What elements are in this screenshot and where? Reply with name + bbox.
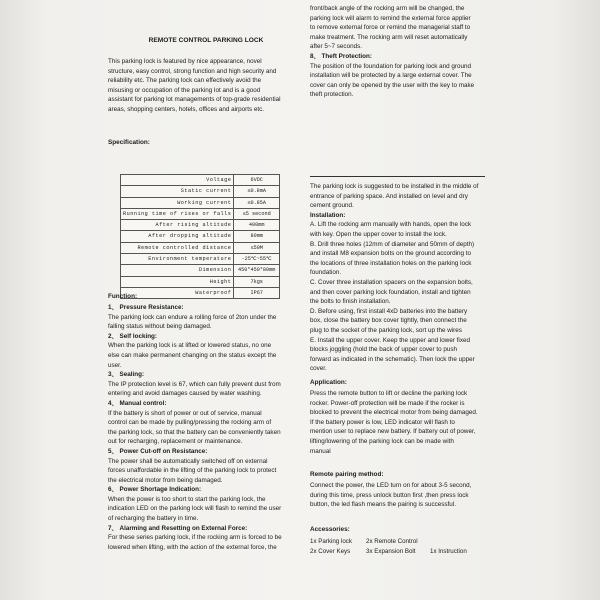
intro-line: reliability etc. The parking lock can effectively avoid the xyxy=(108,77,262,85)
spec-label: Working current xyxy=(121,197,234,208)
accessory-item: 2x Remote Control xyxy=(366,538,418,545)
spec-heading: Specification: xyxy=(108,139,150,146)
function-line: When the power is too short to start the parking lock, the xyxy=(108,495,266,503)
spec-value: IP67 xyxy=(234,287,280,298)
section-divider xyxy=(310,176,485,177)
function-line: theft protection. xyxy=(310,91,354,99)
spec-table xyxy=(120,174,280,299)
spec-value: 400mm xyxy=(234,220,280,231)
spec-label: Remote controlled distance xyxy=(121,242,234,253)
spec-row xyxy=(121,287,280,298)
installation-heading: Installation: xyxy=(310,211,346,219)
accessory-item: 1x Instruction xyxy=(430,548,467,555)
installation-section xyxy=(310,182,498,374)
spec-label: Height xyxy=(121,276,234,287)
installation-line: cement ground. xyxy=(310,202,354,210)
function-line: entering and avoid damages caused by water washing. xyxy=(108,390,262,398)
function-subheading: 8、 Theft Protection: xyxy=(310,52,372,60)
pairing-heading: Remote pairing method: xyxy=(310,471,384,478)
installation-line: D. Before using, first install 4xD batteries into the battery xyxy=(310,307,468,315)
spec-row xyxy=(121,242,280,253)
intro-line: assistant for parking lot managements of top-grade residential xyxy=(108,96,281,104)
pairing-line: Connect the power, the LED turn on for about 3-5 second, xyxy=(310,482,472,489)
accessories-heading: Accessories: xyxy=(310,526,350,533)
accessory-item: 1x Parking lock xyxy=(310,538,352,545)
spec-label: After rising altitude xyxy=(121,220,234,231)
spec-label: Running time of rises or falls xyxy=(121,208,234,219)
spec-value: ≤0.8mA xyxy=(234,186,280,197)
application-paragraph xyxy=(310,389,498,456)
function-line: When the parking lock is at lifted or lowered status, no one xyxy=(108,342,272,350)
function-line: installation will be protected by a large external cover. The xyxy=(310,72,472,80)
installation-line: and install M8 expansion bolts on the ground according to xyxy=(310,250,472,258)
accessory-item xyxy=(430,537,486,547)
function-line: front/back angle of the rocking arm will be changed, the xyxy=(310,5,465,12)
function-line: The parking lock can endure a rolling force of 2ton under the xyxy=(108,313,277,321)
function-subheading: 5、 Power Cut-off on Resistance: xyxy=(108,447,208,455)
function-line: For these series parking lock, if the rocking arm is forced to be xyxy=(108,534,282,542)
spec-row xyxy=(121,197,280,208)
application-line: mention user to replace new battery. If battery out of power, xyxy=(310,428,476,436)
spec-row xyxy=(121,208,280,219)
function-line: out for recharging, replacement or maintenance. xyxy=(108,438,243,446)
accessory-row xyxy=(310,537,498,547)
installation-line: forward as indicated in the schematic). Then lock the upper xyxy=(310,355,475,363)
spec-row xyxy=(121,254,280,265)
function-line: to remove external force or remind the managerial staff to xyxy=(310,24,471,32)
application-heading: Application: xyxy=(310,379,347,386)
installation-line: E. Install the upper cover. Keep the upper and lower fixed xyxy=(310,336,470,344)
spec-value: 7kgs xyxy=(234,276,280,287)
installation-line: plug to the socket of the parking lock, sort up the wires xyxy=(310,326,462,334)
function-line: control can be made by pulling/pressing the rocking arm of xyxy=(108,419,272,427)
application-line: rocker. Power-off protection will be made if the rocker is xyxy=(310,399,465,407)
spec-label: Environment temperature xyxy=(121,254,234,265)
spec-label: Static current xyxy=(121,186,234,197)
function-line: lowered when lifting, with the action of the external force, the xyxy=(108,543,277,551)
function-line: of recharging the battery in time. xyxy=(108,515,199,523)
application-line: If the battery power is low, LED indicator will flash to xyxy=(310,418,455,426)
installation-line: and then cover parking lock foundation, install and tighten xyxy=(310,288,471,296)
installation-line: the bolts to finish installation. xyxy=(310,298,391,306)
function-subheading: 3、 Sealing: xyxy=(108,371,145,379)
function-subheading: 2、 Self locking: xyxy=(108,332,157,340)
spec-value: -25℃~55℃ xyxy=(234,254,280,265)
spec-row xyxy=(121,175,280,186)
application-line: blocked to prevent the electrical motor from being damaged. xyxy=(310,409,478,417)
installation-line: blocks joggling (hold the back of upper cover to push xyxy=(310,346,458,354)
accessory-row xyxy=(310,547,498,557)
installation-line: entrance of parking space. And installed on level and dry xyxy=(310,192,468,200)
function-subheading: 4、 Manual control: xyxy=(108,399,167,407)
function-line: The IP protection level is 67, which can fully prevent dust from xyxy=(108,380,281,388)
application-line: manual xyxy=(310,447,331,455)
function-heading: Function: xyxy=(108,293,138,300)
installation-line: the locations of three installation holes on the parking lock xyxy=(310,259,472,267)
spec-value: 80mm xyxy=(234,231,280,242)
spec-row xyxy=(121,231,280,242)
spec-label: After dropping altitude xyxy=(121,231,234,242)
spec-row xyxy=(121,186,280,197)
installation-line: C. Cover three installation spacers on the expansion bolts, xyxy=(310,278,473,286)
spec-label: Waterproof xyxy=(121,287,234,298)
spec-value: ≤5 second xyxy=(234,208,280,219)
intro-line: misusing or occupation of the parking lot and is a good xyxy=(108,86,261,94)
function-line: make treatment. The rocking arm will reset automatically xyxy=(310,33,468,41)
spec-value: ≤0.85A xyxy=(234,197,280,208)
function-subheading: 7、 Alarming and Resetting on External Force: xyxy=(108,524,248,532)
function-line: indication LED on the parking lock will flash to remind the user xyxy=(108,505,282,513)
installation-line: box, close the battery box cover tightly, then connect the xyxy=(310,317,467,325)
spec-row xyxy=(121,220,280,231)
function-line: forces unaffordable in the lifting of the parking lock to protect xyxy=(108,467,277,475)
function-line: cover can only be opened by the user with the key to make xyxy=(310,81,475,89)
installation-line: The parking lock is suggested to be installed in the middle of xyxy=(310,183,479,190)
installation-line: B. Drill three holes (12mm of diameter and 50mm of depth) xyxy=(310,240,475,248)
application-line: lifting/lowering of the parking lock can be made with xyxy=(310,437,454,445)
function-line: the parking lock, so that the battery can be conveniently taken xyxy=(108,428,281,436)
accessory-item: 3x Expansion Bolt xyxy=(366,548,416,555)
function-line: after 5~7 seconds. xyxy=(310,43,362,51)
function-line: else can make permanent changing on the status except the xyxy=(108,351,277,359)
document-title: REMOTE CONTROL PARKING LOCK xyxy=(148,37,264,44)
function-line: the electrical motor from being damaged. xyxy=(108,476,223,484)
application-line: Press the remote button to lift or decline the parking lock xyxy=(310,390,468,397)
intro-paragraph xyxy=(108,57,304,115)
installation-line: A. Lift the rocking arm manually with hands, open the lock xyxy=(310,221,472,229)
accessories-list xyxy=(310,537,498,557)
function-subheading: 6、 Power Shortage Indication: xyxy=(108,486,202,494)
installation-line: with key. Open the upper cover to install the lock. xyxy=(310,230,447,238)
function-line: The power shall be automatically switched off on external xyxy=(108,457,268,465)
function-line: The position of the foundation for parking lock and ground xyxy=(310,62,472,70)
accessory-item: 2x Cover Keys xyxy=(310,548,351,555)
pairing-line: button, the led flash means the pairing is successful. xyxy=(310,501,456,509)
function-line: parking lock will alarm to remind the external force applier xyxy=(310,14,471,22)
intro-line: This parking lock is featured by nice appearance, novel xyxy=(108,58,262,65)
spec-label: Dimension xyxy=(121,265,234,276)
pairing-line: during this time, press unlock button first ,then press lock xyxy=(310,491,469,499)
continued-functions xyxy=(310,4,498,100)
intro-line: structure, easy control, strong function and high security and xyxy=(108,67,277,75)
spec-value: 6VDC xyxy=(234,175,280,186)
installation-line: foundation. xyxy=(310,269,342,277)
spec-row xyxy=(121,265,280,276)
function-list xyxy=(108,303,304,552)
spec-value: 450*450*80mm xyxy=(234,265,280,276)
spec-label: Voltage xyxy=(121,175,234,186)
function-line: If the battery is short of power or out of service, manual xyxy=(108,409,262,417)
intro-line: areas, shopping centers, hotels, offices and airports etc. xyxy=(108,105,264,113)
function-line: falling status without being damaged. xyxy=(108,323,212,331)
function-line: user. xyxy=(108,361,122,369)
installation-line: cover. xyxy=(310,365,327,373)
spec-row xyxy=(121,276,280,287)
spec-value: ≤50M xyxy=(234,242,280,253)
pairing-paragraph xyxy=(310,481,498,510)
function-subheading: 1、 Pressure Resistance: xyxy=(108,304,184,311)
